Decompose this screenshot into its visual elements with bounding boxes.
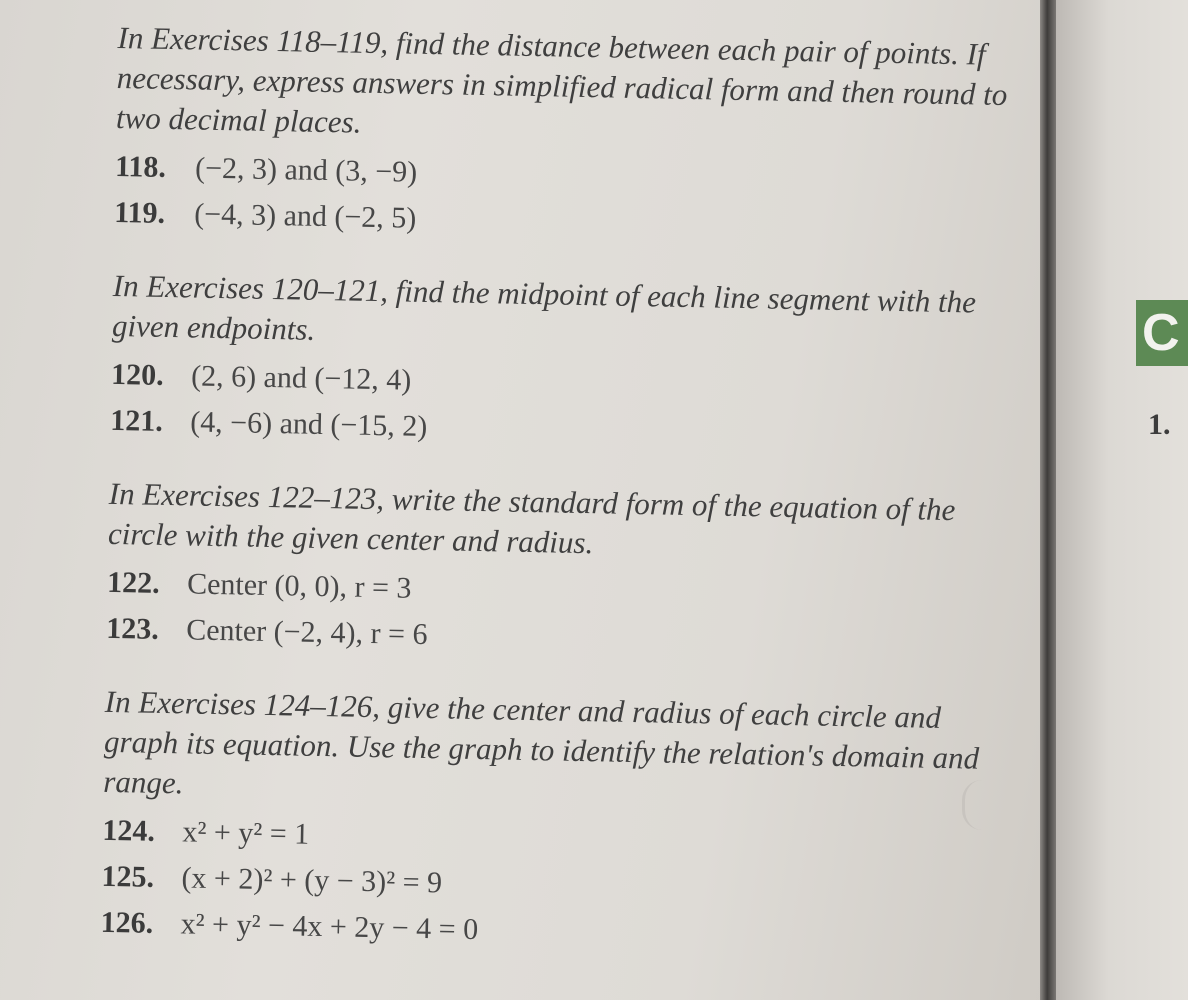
- exercise-section-circle-equation: [106, 474, 1009, 669]
- exercise-expression: Center (0, 0), r = 3: [186, 567, 412, 605]
- exercise-expression: x² + y² − 4x + 2y − 4 = 0: [180, 907, 479, 947]
- exercise-number: 119.: [113, 195, 166, 230]
- exercise-expression: (−2, 3) and (3, −9): [194, 151, 418, 189]
- exercise-section-circle-graph: [100, 682, 1005, 963]
- exercise-expression: Center (−2, 4), r = 6: [185, 613, 428, 652]
- page-gutter: [1040, 0, 1056, 1000]
- exercise-expression: x² + y² = 1: [182, 815, 310, 851]
- instruction-text: In Exercises 122–123, write the standard form of the equation of the circle with the given center and radius.: [107, 475, 956, 561]
- exercise-section-distance: [114, 18, 1018, 253]
- exercise-number: 122.: [106, 565, 160, 600]
- exercise-number: 120.: [110, 357, 164, 392]
- instruction-text: In Exercises 120–121, find the midpoint of each line segment with the given endpoints.: [111, 267, 977, 347]
- right-page-exercise-number: 1.: [1148, 408, 1171, 441]
- exercise-expression: (−4, 3) and (−2, 5): [193, 197, 417, 235]
- exercise-number: 123.: [105, 611, 160, 646]
- exercise-expression: (2, 6) and (−12, 4): [190, 359, 412, 397]
- exercise-number: 121.: [109, 403, 164, 438]
- instruction-text: In Exercises 124–126, give the center and radius of each circle and graph its equation. Use the graph to identify the relation's domain and range.: [103, 683, 980, 801]
- exercise-number: 124.: [102, 813, 156, 848]
- section-tab-letter: C: [1142, 304, 1180, 362]
- exercise-expression: (4, −6) and (−15, 2): [189, 405, 428, 444]
- exercise-content: [100, 18, 1018, 993]
- exercise-number: 126.: [100, 905, 154, 940]
- pencil-mark: [962, 780, 985, 830]
- exercise-number: 118.: [114, 149, 167, 184]
- instruction-text: In Exercises 118–119, find the distance between each pair of points. If necessary, express answers in simplified radical form and then round to two decimal places.: [115, 19, 1008, 140]
- exercise-number: 125.: [101, 859, 155, 894]
- exercise-expression: (x + 2)² + (y − 3)² = 9: [181, 861, 443, 900]
- exercise-section-midpoint: [110, 266, 1013, 461]
- right-page: [1056, 0, 1188, 1000]
